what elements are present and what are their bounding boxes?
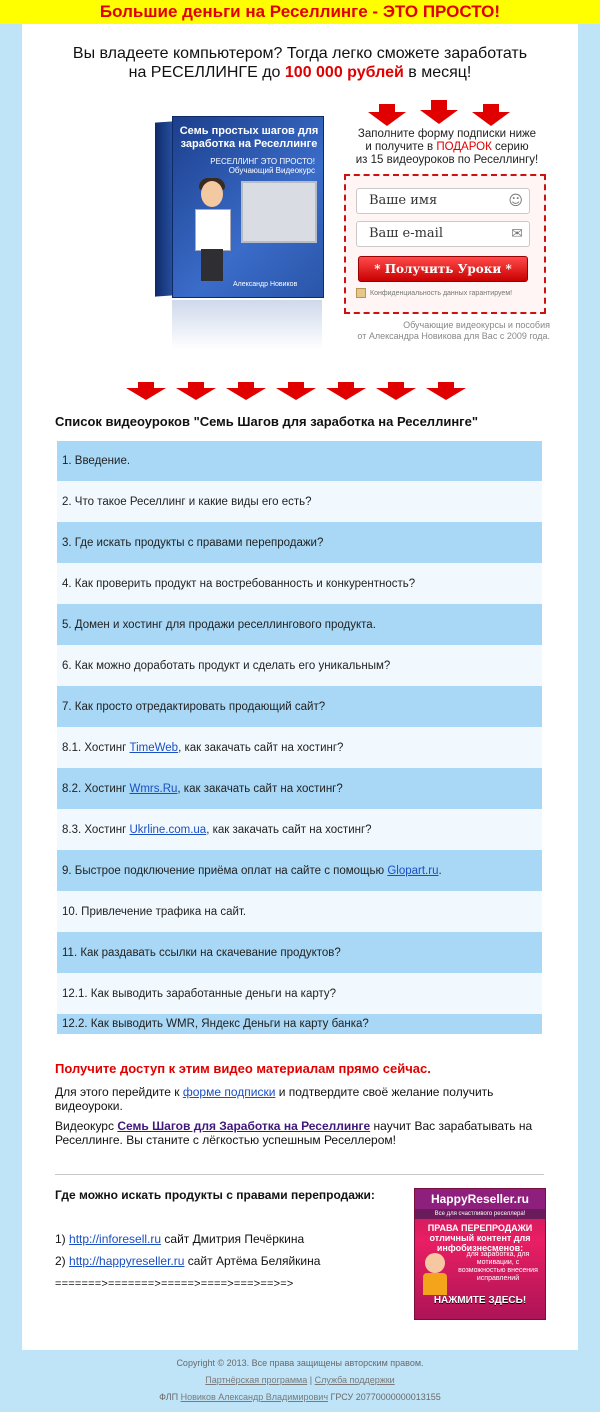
support-link[interactable]: Служба поддержки — [314, 1375, 395, 1385]
cta-paragraph-1 — [55, 1085, 545, 1113]
cta-p2-pre: Видеокурс — [55, 1119, 118, 1133]
lesson-text: 11. Как раздавать ссылки на скачевание продуктов? — [62, 946, 341, 959]
box-front — [172, 116, 324, 298]
happyreseller-banner[interactable] — [414, 1188, 546, 1320]
lesson-text: 5. Домен и хостинг для продажи реселлингового продукта. — [62, 618, 376, 631]
lesson-item — [57, 768, 542, 809]
character-head — [201, 181, 223, 207]
form-note-line-1: Заполните форму подписки ниже — [357, 128, 537, 140]
lesson-text: 3. Где искать продукты с правами перепродажи? — [62, 536, 324, 549]
lesson-text — [62, 865, 442, 877]
email-field[interactable] — [356, 221, 530, 247]
footer-links — [0, 1375, 600, 1385]
cta-title: Получите доступ к этим видео материалам прямо сейчас. — [55, 1061, 431, 1076]
lesson-text: 2. Что такое Реселлинг и какие виды его есть? — [62, 495, 312, 508]
intro-amount: 100 000 рублей — [284, 64, 404, 81]
lesson-text-pre: 8.1. Хостинг — [62, 741, 130, 754]
lesson-text-pre: 8.2. Хостинг — [62, 782, 130, 795]
form-note-line-2-pre: и получите в — [365, 141, 437, 153]
box-title: Семь простых шагов для заработка на Реселлинге — [179, 125, 319, 150]
lesson-text: 12.2. Как выводить WMR, Яндекс Деньги на карту банка? — [62, 1018, 369, 1030]
page-sheet — [22, 24, 578, 1350]
box-character-illustration — [193, 181, 231, 281]
source-item — [55, 1232, 304, 1246]
lesson-text — [62, 824, 372, 836]
box-reflection — [172, 300, 322, 350]
lesson-text-pre: 9. Быстрое подключение приёма оплат на сайте с помощью — [62, 864, 388, 877]
product-box-image — [137, 108, 337, 358]
fop-post: ГРСУ 20770000000013155 — [328, 1392, 441, 1402]
name-field[interactable] — [356, 188, 530, 214]
lesson-item — [57, 727, 542, 768]
wmrs-link[interactable]: Wmrs.Ru — [129, 782, 178, 795]
ad-headline: ПРАВА ПЕРЕПРОДАЖИ отличный контент для инфобизнесменов: — [427, 1223, 533, 1253]
source-item — [55, 1254, 320, 1268]
box-author: Александр Новиков — [233, 281, 298, 288]
source-desc: сайт Дмитрия Печёркина — [161, 1232, 305, 1246]
lesson-item — [57, 522, 542, 563]
lesson-item — [57, 932, 542, 973]
form-note-line-2-post: серию — [491, 141, 529, 153]
lesson-text: 10. Привлечение трафика на сайт. — [62, 905, 247, 918]
ad-tagline: Все для счастливого реселлера! — [415, 1209, 545, 1219]
source-num: 2) — [55, 1254, 70, 1268]
lesson-text: 6. Как можно доработать продукт и сделать его уникальным? — [62, 659, 391, 672]
form-note-line-2 — [344, 141, 550, 154]
since-line-1: Обучающие видеокурсы и пособия — [403, 320, 550, 330]
owner-link[interactable]: Новиков Александр Владимирович — [180, 1392, 329, 1402]
lesson-text: 7. Как просто отредактировать продающий сайт? — [62, 700, 326, 713]
ad-character-illustration — [419, 1253, 453, 1295]
lesson-item — [57, 645, 542, 686]
subscribe-form-link[interactable]: форме подписки — [182, 1085, 276, 1099]
gift-highlight: ПОДАРОК — [436, 141, 492, 153]
lesson-item — [57, 563, 542, 604]
lock-icon — [356, 288, 366, 298]
arrow-line: =======>=======>=====>====>===>==>=> — [55, 1278, 294, 1290]
partner-program-link[interactable]: Партнёрская программа — [205, 1375, 308, 1385]
box-subtitle: РЕСЕЛЛИНГ ЭТО ПРОСТО! Обучающий Видеокурс — [210, 157, 315, 175]
character-body — [195, 209, 231, 251]
ad-character-body — [423, 1273, 447, 1295]
cta-p2-post: научит Вас зарабатывать на Реселлинге. Вы станите с лёгкостью успешным Реселлером! — [55, 1119, 533, 1147]
happyreseller-link[interactable]: http://happyreseller.ru — [69, 1254, 185, 1268]
lesson-text — [62, 783, 343, 795]
banner-title: Большие деньги на Реселлинге - ЭТО ПРОСТО! — [99, 2, 501, 21]
cta-p1-post: и подтвердите своё желание получить видеоуроки. — [55, 1085, 494, 1113]
source-desc: сайт Артёма Беляйкина — [184, 1254, 321, 1268]
form-note — [344, 128, 550, 167]
lessons-title: Список видеоуроков "Семь Шагов для заработка на Реселлинге" — [55, 414, 478, 429]
intro-heading — [22, 44, 578, 82]
lesson-item — [57, 481, 542, 522]
lesson-text-pre: 8.3. Хостинг — [62, 823, 130, 836]
name-input[interactable] — [357, 189, 509, 211]
lesson-item — [57, 973, 542, 1014]
source-num: 1) — [55, 1232, 70, 1246]
since-line-2: от Александра Новикова для Вас с 2009 года. — [357, 331, 550, 341]
lesson-item — [57, 604, 542, 645]
lesson-item — [57, 1014, 542, 1034]
ukrline-link[interactable]: Ukrline.com.ua — [129, 823, 207, 836]
envelope-icon: ✉ — [511, 226, 523, 242]
box-side — [155, 121, 173, 296]
divider — [55, 1174, 544, 1175]
lesson-text-post: , как закачать сайт на хостинг? — [206, 823, 372, 836]
lesson-item — [57, 891, 542, 932]
lesson-text-post: , как закачать сайт на хостинг? — [178, 741, 344, 754]
email-input[interactable] — [357, 222, 509, 244]
fop-pre: ФЛП — [159, 1392, 181, 1402]
ad-click-here: НАЖМИТЕ ЗДЕСЬ! — [433, 1295, 527, 1306]
intro-line-2-post: в месяц! — [403, 64, 472, 81]
glopart-link[interactable]: Glopart.ru — [387, 864, 439, 877]
ad-logo: HappyReseller.ru — [415, 1189, 545, 1209]
lesson-item — [57, 809, 542, 850]
intro-line-1: Вы владеете компьютером? Тогда легко сможете заработать — [72, 45, 528, 62]
intro-line-2 — [22, 63, 578, 82]
privacy-text: Конфиденциальность данных гарантируем! — [370, 289, 513, 297]
ad-body: для заработка, для мотивации, с возможностью внесения исправлений — [458, 1251, 538, 1282]
lesson-text: 12.1. Как выводить заработанные деньги на карту? — [62, 987, 337, 1000]
fop-line — [0, 1392, 600, 1402]
lesson-text-post: . — [438, 864, 442, 877]
course-link[interactable]: Семь Шагов для Заработка на Реселлинге — [117, 1119, 371, 1133]
ad-character-head — [425, 1253, 445, 1273]
intro-line-2-pre: на РЕСЕЛЛИНГЕ до — [128, 64, 285, 81]
lesson-item — [57, 441, 542, 481]
get-lessons-button[interactable]: * Получить Уроки * — [358, 256, 528, 282]
character-legs — [201, 249, 223, 281]
box-screen-illustration — [241, 181, 317, 243]
copyright: Copyright © 2013. Все права защищены авторским правом. — [176, 1358, 424, 1368]
privacy-note — [356, 288, 538, 298]
cta-p1-pre: Для этого перейдите к — [55, 1085, 183, 1099]
lesson-text: 1. Введение. — [62, 455, 131, 467]
lesson-text-post: , как закачать сайт на хостинг? — [177, 782, 343, 795]
lesson-item — [57, 850, 542, 891]
subscribe-form — [344, 174, 546, 314]
lesson-text — [62, 742, 343, 754]
since-note — [344, 320, 550, 342]
footer-separator: | — [307, 1375, 315, 1385]
inforesell-link[interactable]: http://inforesell.ru — [69, 1232, 162, 1246]
cta-paragraph-2 — [55, 1119, 545, 1147]
lesson-item — [57, 686, 542, 727]
timeweb-link[interactable]: TimeWeb — [129, 741, 179, 754]
form-note-line-3: из 15 видеоуроков по Реселлингу! — [355, 154, 539, 166]
lesson-text: 4. Как проверить продукт на востребованность и конкурентность? — [62, 577, 416, 590]
sources-title: Где можно искать продукты с правами перепродажи: — [55, 1188, 375, 1202]
person-icon: ☺ — [508, 193, 523, 209]
top-banner — [0, 0, 600, 24]
